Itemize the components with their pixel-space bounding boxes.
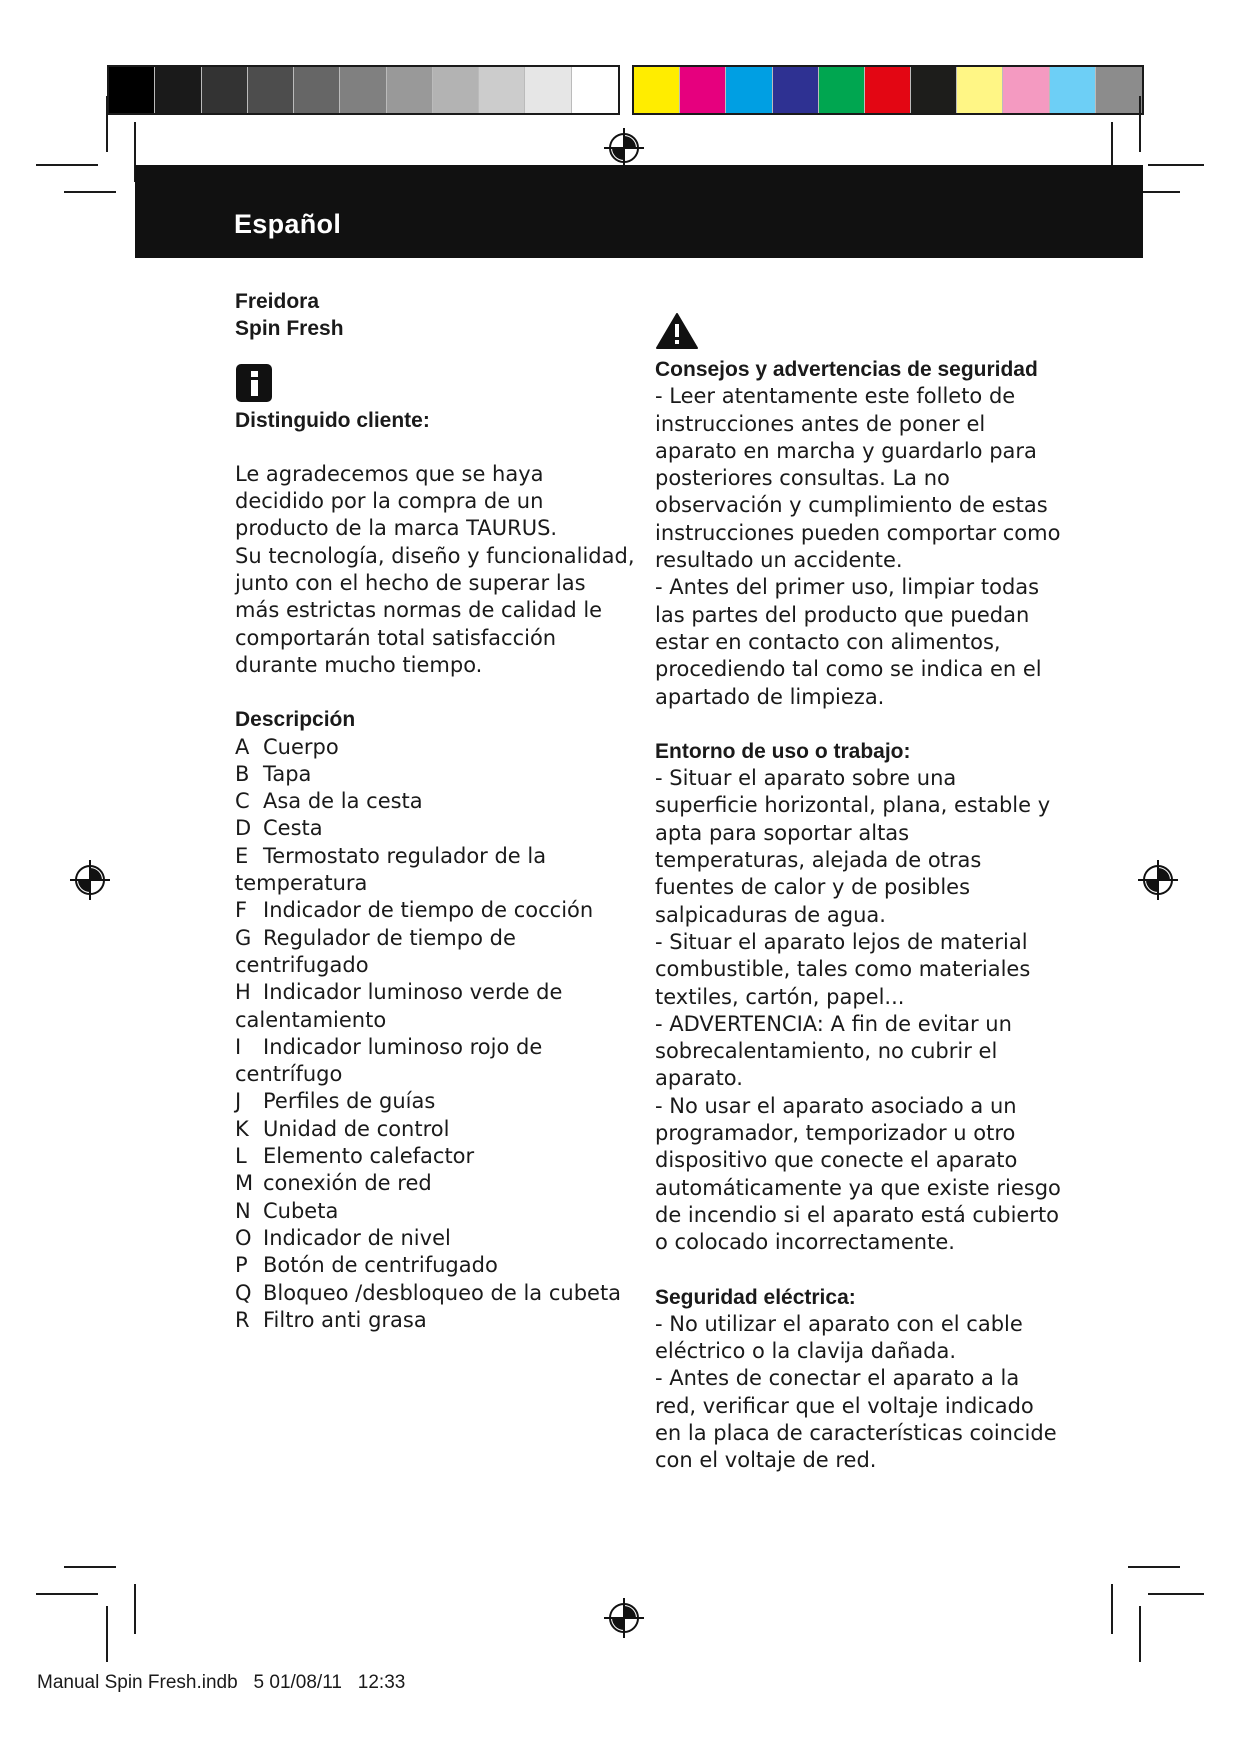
color-swatch <box>634 67 680 113</box>
part-letter: G <box>235 925 252 950</box>
part-label: Cubeta <box>263 1198 339 1223</box>
electrical-safety-heading: Seguridad eléctrica: <box>655 1285 856 1309</box>
color-swatch <box>387 67 433 113</box>
part-letter: Q <box>235 1280 252 1305</box>
part-item <box>235 1170 635 1197</box>
part-item <box>235 897 635 924</box>
part-label: Botón de centrifugado <box>263 1253 498 1278</box>
part-letter: H <box>235 980 251 1005</box>
color-swatch <box>957 67 1003 113</box>
part-label: Unidad de control <box>263 1116 450 1141</box>
part-label: Elemento calefactor <box>263 1144 475 1169</box>
color-swatch <box>1096 67 1142 113</box>
left-column <box>235 288 635 1334</box>
part-letter: A <box>235 734 250 759</box>
environment-paragraph: - Situar el aparato lejos de material combustible, tales como materiales textiles, cartón, papel... <box>655 929 1031 1009</box>
color-swatch <box>202 67 248 113</box>
part-label: Indicador luminoso verde de calentamiento <box>235 980 563 1032</box>
color-swatch <box>479 67 525 113</box>
part-item <box>235 925 635 980</box>
part-label: Cuerpo <box>263 734 339 759</box>
color-swatch <box>680 67 726 113</box>
part-label: Bloqueo /desbloqueo de la cubeta <box>263 1280 622 1305</box>
part-letter: D <box>235 816 252 841</box>
part-item <box>235 1143 635 1170</box>
color-swatch <box>525 67 571 113</box>
process-color-bar <box>632 65 1144 115</box>
slug-time: 12:33 <box>357 1672 406 1693</box>
part-letter: C <box>235 789 250 814</box>
color-swatch <box>1050 67 1096 113</box>
part-label: Indicador de nivel <box>263 1225 451 1250</box>
part-letter: F <box>235 898 248 923</box>
part-item <box>235 843 635 898</box>
color-swatch <box>1003 67 1049 113</box>
environment-paragraph: - Situar el aparato sobre una superficie horizontal, plana, estable y apta para soportar altas temperaturas, alejada de otras fuentes de calor y de posibles salpicaduras de agua. <box>655 766 1051 927</box>
part-label: Filtro anti grasa <box>263 1307 427 1332</box>
part-label: Perfiles de guías <box>263 1089 436 1114</box>
slug-page: 5 <box>253 1672 265 1693</box>
part-item <box>235 1034 635 1089</box>
safety-heading: Consejos y advertencias de seguridad <box>655 358 1038 381</box>
color-swatch <box>819 67 865 113</box>
grayscale-color-bar <box>107 65 620 115</box>
part-item <box>235 1116 635 1143</box>
color-swatch <box>433 67 479 113</box>
print-slug <box>37 1672 405 1694</box>
right-column <box>655 288 1065 1475</box>
registration-mark-icon <box>1136 858 1180 902</box>
part-item <box>235 734 635 761</box>
part-label: Asa de la cesta <box>263 789 423 814</box>
color-swatch <box>773 67 819 113</box>
part-letter: M <box>235 1171 254 1196</box>
electrical-paragraph: - Antes de conectar el aparato a la red, verificar que el voltaje indicado en la placa de características coincide con el voltaje de red. <box>655 1366 1057 1473</box>
part-label: Termostato regulador de la temperatura <box>235 843 547 896</box>
safety-paragraph: - Antes del primer uso, limpiar todas las partes del producto que puedan estar en contacto con alimentos, procediendo tal como se indica en el apartado de limpieza. <box>655 575 1042 709</box>
part-letter: N <box>235 1198 251 1223</box>
part-item <box>235 1088 635 1115</box>
part-item <box>235 761 635 788</box>
color-swatch <box>911 67 957 113</box>
environment-paragraph: - ADVERTENCIA: A fin de evitar un sobrecalentamiento, no cubrir el aparato. <box>655 1011 1012 1091</box>
part-letter: I <box>235 1034 242 1059</box>
safety-paragraph: - Leer atentamente este folleto de instrucciones antes de poner el aparato en marcha y guardarlo para posteriores consultas. La no observación y cumplimiento de estas instrucciones pueden comportar como resultado un accidente. <box>655 384 1061 573</box>
registration-mark-icon <box>602 1596 646 1640</box>
intro-paragraph: Le agradecemos que se haya decidido por la compra de un producto de la marca TAURUS. <box>235 461 558 541</box>
language-title: Español <box>234 209 342 239</box>
part-item <box>235 788 635 815</box>
color-swatch <box>155 67 201 113</box>
part-item <box>235 979 635 1034</box>
product-type: Freidora <box>235 290 320 313</box>
color-swatch <box>726 67 772 113</box>
slug-date: 01/08/11 <box>269 1672 342 1693</box>
part-letter: R <box>235 1307 250 1332</box>
slug-filename: Manual Spin Fresh.indb <box>37 1672 238 1693</box>
part-label: Tapa <box>263 761 312 786</box>
product-name: Spin Fresh <box>235 317 344 341</box>
color-swatch <box>572 67 618 113</box>
warning-triangle-icon <box>655 312 699 350</box>
intro-paragraph: Su tecnología, diseño y funcionalidad, junto con el hecho de superar las más estrictas normas de calidad le comportarán total satisfacción durante mucho tiempo. <box>235 543 635 677</box>
color-swatch <box>865 67 911 113</box>
part-item <box>235 1307 635 1334</box>
color-swatch <box>109 67 155 113</box>
info-icon <box>235 363 273 403</box>
registration-mark-icon <box>602 126 646 170</box>
registration-mark-icon <box>68 858 112 902</box>
part-item <box>235 815 635 842</box>
part-label: Regulador de tiempo de centrifugado <box>235 925 516 977</box>
part-letter: O <box>235 1225 252 1250</box>
part-label: Indicador luminoso rojo de centrífugo <box>235 1034 543 1087</box>
part-letter: L <box>235 1144 247 1169</box>
greeting-heading: Distinguido cliente: <box>235 408 430 432</box>
color-swatch <box>340 67 386 113</box>
part-item <box>235 1198 635 1225</box>
parts-list <box>235 734 635 1335</box>
part-letter: J <box>235 1089 242 1114</box>
part-item <box>235 1225 635 1252</box>
description-heading: Descripción <box>235 708 356 732</box>
part-letter: B <box>235 761 250 786</box>
part-letter: E <box>235 843 249 868</box>
part-letter: P <box>235 1253 248 1278</box>
part-label: conexión de red <box>263 1171 432 1196</box>
color-swatch <box>294 67 340 113</box>
part-label: Indicador de tiempo de cocción <box>263 898 594 923</box>
part-item <box>235 1280 635 1307</box>
part-item <box>235 1252 635 1279</box>
color-swatch <box>248 67 294 113</box>
part-letter: K <box>235 1116 249 1141</box>
electrical-paragraph: - No utilizar el aparato con el cable eléctrico o la clavija dañada. <box>655 1311 1023 1364</box>
language-header-band <box>135 165 1143 258</box>
environment-heading: Entorno de uso o trabajo: <box>655 739 911 763</box>
environment-paragraph: - No usar el aparato asociado a un programador, temporizador u otro dispositivo que conecte el aparato automáticamente ya que existe riesgo de incendio si el aparato está cubierto o colocado incorrectamente. <box>655 1093 1061 1255</box>
part-label: Cesta <box>263 816 323 841</box>
